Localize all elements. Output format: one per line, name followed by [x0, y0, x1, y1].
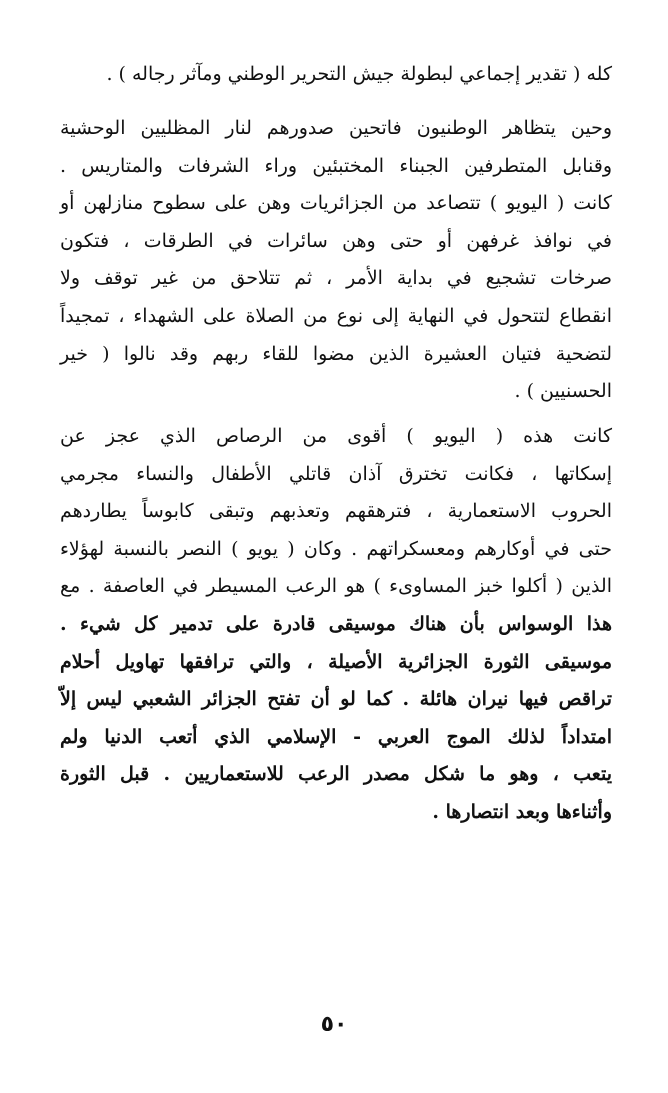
text-line: لتضحية فتيان العشيرة الذين مضوا للقاء ربهم وقد نالوا ( خير	[60, 342, 612, 365]
text-line: حتى في أوكارهم ومعسكراتهم . وكان ( يويو ) النصر بالنسبة لهؤلاء	[60, 537, 612, 560]
text-line: صرخات تشجيع في بداية الأمر ، ثم تتلاحق من غير توقف ولا	[60, 267, 612, 290]
text-line: كانت ( اليويو ) تتصاعد من الجزائريات وهن على سطوح منازلهن أو	[60, 192, 612, 215]
paragraph-1	[60, 56, 612, 94]
text-line-bold: وأثناءها وبعد انتصارها .	[432, 800, 612, 823]
text-line: كله ( تقدير إجماعي لبطولة جيش التحرير الوطني ومآثر رجاله ) .	[106, 63, 612, 85]
text-line: انقطاع لتتحول في النهاية إلى نوع من الصلاة على الشهداء ، تمجيداً	[60, 304, 612, 327]
paragraph-3	[60, 418, 612, 832]
text-line: الحروب الاستعمارية ، فترهقهم وتعذبهم وتبقى كابوساً يطاردهم	[60, 500, 612, 523]
text-line: إسكاتها ، فكانت تخترق آذان قاتلي الأطفال والنساء مجرمي	[60, 462, 612, 485]
text-line: كانت هذه ( اليويو ) أقوى من الرصاص الذي عجز عن	[60, 425, 612, 447]
text-line-bold: هذا الوسواس بأن هناك موسيقى قادرة على تدمير كل شيء .	[60, 612, 612, 635]
text-line: وقنابل المتطرفين الجبناء المختبئين وراء الشرفات والمتاريس .	[60, 154, 612, 177]
text-line: الحسنيين ) .	[514, 380, 612, 403]
text-line-bold: امتداداً لذلك الموج العربي - الإسلامي الذي أتعب الدنيا ولم	[60, 725, 612, 748]
text-line: الذين ( أكلوا خبز المساوىء ) هو الرعب المسيطر في العاصفة . مع	[60, 575, 612, 598]
paragraph-2	[60, 110, 612, 411]
text-line-bold: تراقص فيها نيران هائلة . كما لو أن تفتح الجزائر الشعبي ليس إلاّ	[60, 688, 612, 711]
page-number: ٥٠	[320, 1012, 348, 1037]
text-line: في نوافذ غرفهن أو حتى وهن سائرات في الطرقات ، فتكون	[60, 229, 612, 252]
text-line-bold: موسيقى الثورة الجزائرية الأصيلة ، والتي ترافقها تهاويل أحلام	[60, 650, 612, 673]
text-line: وحين يتظاهر الوطنيون فاتحين صدورهم لنار المظليين الوحشية	[60, 117, 612, 139]
text-line-bold: يتعب ، وهو ما شكل مصدر الرعب للاستعماريين . قبل الثورة	[60, 763, 612, 786]
